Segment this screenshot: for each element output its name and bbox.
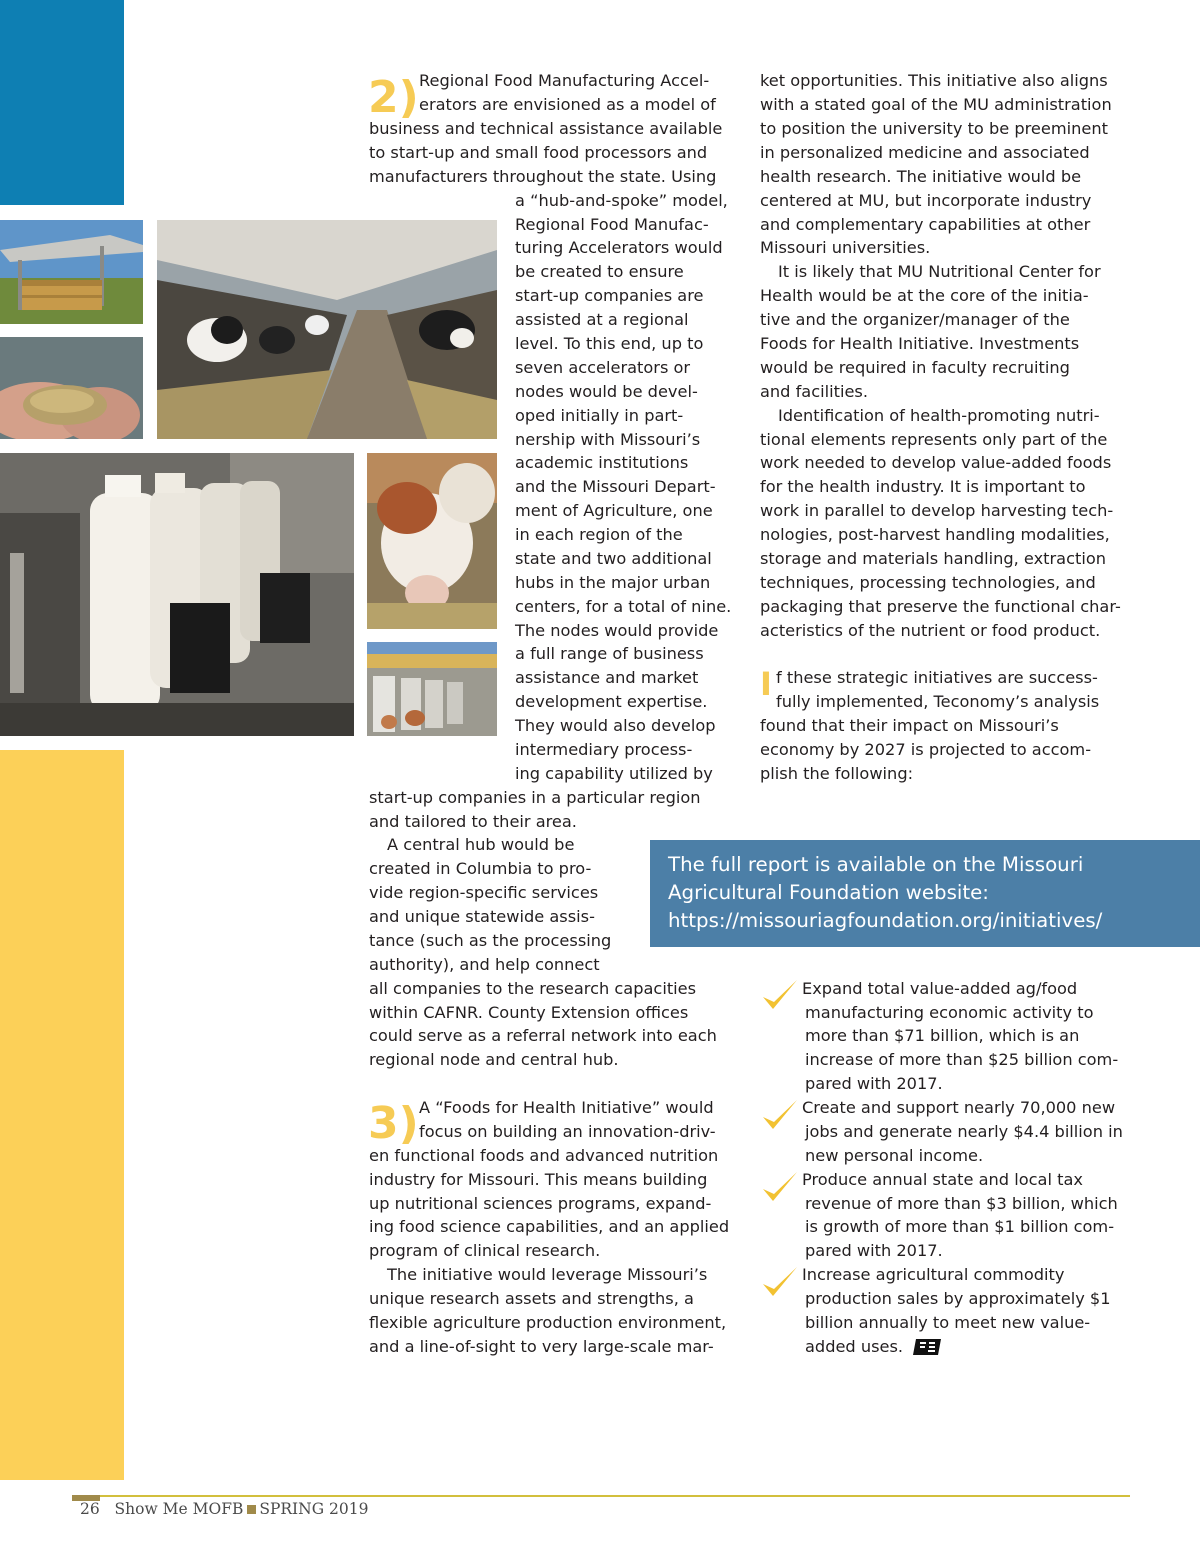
- text-line: intermediary process-: [515, 740, 693, 759]
- checklist-line: Produce annual state and local tax: [802, 1170, 1083, 1189]
- text-line: and facilities.: [760, 382, 868, 401]
- text-line: assisted at a regional: [515, 310, 689, 329]
- text-line: flexible agriculture production environment,: [369, 1313, 727, 1332]
- text-line: could serve as a referral network into each: [369, 1026, 717, 1045]
- callout-url-link[interactable]: https://missouriagfoundation.org/initiatives/: [668, 909, 1103, 932]
- text-line: created in Columbia to pro-: [369, 859, 592, 878]
- callout-line: The full report is available on the Missouri: [668, 853, 1084, 876]
- text-line: plish the following:: [760, 764, 914, 783]
- text-line: academic institutions: [515, 453, 689, 472]
- checklist-line: billion annually to meet new value-: [805, 1313, 1091, 1332]
- calf-feeding-photo: [367, 453, 497, 629]
- text-line: ment of Agriculture, one: [515, 501, 713, 520]
- text-line: manufacturers throughout the state. Using: [369, 167, 717, 186]
- checklist-line: manufacturing economic activity to: [805, 1003, 1094, 1022]
- text-line: storage and materials handling, extraction: [760, 549, 1106, 568]
- text-line: level. To this end, up to: [515, 334, 704, 353]
- page-number: 26: [80, 1500, 100, 1518]
- text-line: all companies to the research capacities: [369, 979, 697, 998]
- checklist-line: Create and support nearly 70,000 new: [802, 1098, 1116, 1117]
- text-line: development expertise.: [515, 692, 708, 711]
- text-line: Regional Food Manufacturing Accel-: [419, 71, 710, 90]
- text-line: to position the university to be preeminent: [760, 119, 1108, 138]
- text-line: state and two additional: [515, 549, 712, 568]
- text-line: industry for Missouri. This means building: [369, 1170, 708, 1189]
- checklist-line: revenue of more than $3 billion, which: [805, 1194, 1118, 1213]
- text-line: The nodes would provide: [515, 621, 719, 640]
- text-line: centers, for a total of nine.: [515, 597, 732, 616]
- text-line: program of clinical research.: [369, 1241, 601, 1260]
- milk-bottle-line-photo: [0, 453, 354, 736]
- checklist-line: production sales by approximately $1: [805, 1289, 1111, 1308]
- text-line: found that their impact on Missouri’s: [760, 716, 1059, 735]
- hay-barn-photo: [0, 220, 143, 324]
- text-line: focus on building an innovation-driv-: [419, 1122, 716, 1141]
- magazine-name: Show Me MOFB: [114, 1500, 244, 1518]
- text-line: work needed to develop value-added foods: [760, 453, 1112, 472]
- text-line: techniques, processing technologies, and: [760, 573, 1096, 592]
- text-line: business and technical assistance available: [369, 119, 723, 138]
- text-line: up nutritional sciences programs, expand-: [369, 1194, 712, 1213]
- section-number-3: 3): [368, 1098, 419, 1149]
- text-line: within CAFNR. County Extension offices: [369, 1003, 689, 1022]
- text-line: seven accelerators or: [515, 358, 691, 377]
- text-line: in each region of the: [515, 525, 683, 544]
- text-line: packaging that preserve the functional char-: [760, 597, 1121, 616]
- text-line: nologies, post-harvest handling modalities,: [760, 525, 1110, 544]
- text-line: ing capability utilized by: [515, 764, 713, 783]
- text-line: in personalized medicine and associated: [760, 143, 1090, 162]
- text-line: regional node and central hub.: [369, 1050, 619, 1069]
- checkmark-icon: [760, 1098, 800, 1132]
- text-line: to start-up and small food processors and: [369, 143, 708, 162]
- callout-line: Agricultural Foundation website:: [668, 881, 989, 904]
- text-line: It is likely that MU Nutritional Center for: [778, 262, 1101, 281]
- text-line: unique research assets and strengths, a: [369, 1289, 694, 1308]
- checklist-line: Expand total value-added ag/food: [802, 979, 1078, 998]
- checklist-line: is growth of more than $1 billion com-: [805, 1217, 1115, 1236]
- drop-cap: I: [760, 665, 772, 703]
- checkmark-icon: [760, 978, 800, 1012]
- text-line: vide region-specific services: [369, 883, 599, 902]
- text-line: authority), and help connect: [369, 955, 600, 974]
- text-line: tional elements represents only part of the: [760, 430, 1108, 449]
- text-line: and a line-of-sight to very large-scale mar-: [369, 1337, 714, 1356]
- text-line: tance (such as the processing: [369, 931, 612, 950]
- text-line: oped initially in part-: [515, 406, 684, 425]
- footer-square-icon: [247, 1505, 256, 1514]
- dairy-barn-cows-photo: [157, 220, 497, 439]
- text-line: ket opportunities. This initiative also aligns: [760, 71, 1108, 90]
- text-line: a full range of business: [515, 644, 704, 663]
- text-line: fully implemented, Teconomy’s analysis: [776, 692, 1100, 711]
- text-line: erators are envisioned as a model of: [419, 95, 716, 114]
- text-line: health research. The initiative would be: [760, 167, 1082, 186]
- text-line: and complementary capabilities at other: [760, 215, 1091, 234]
- checklist-line: new personal income.: [805, 1146, 984, 1165]
- text-line: Identification of health-promoting nutri-: [778, 406, 1100, 425]
- text-line: hubs in the major urban: [515, 573, 711, 592]
- blue-accent-bar: [0, 0, 124, 205]
- text-line: economy by 2027 is projected to accom-: [760, 740, 1092, 759]
- text-line: would be required in faculty recruiting: [760, 358, 1070, 377]
- text-line: assistance and market: [515, 668, 699, 687]
- text-line: for the health industry. It is important to: [760, 477, 1086, 496]
- checklist-line: Increase agricultural commodity: [802, 1265, 1065, 1284]
- checklist-line: jobs and generate nearly $4.4 billion in: [805, 1122, 1123, 1141]
- text-line: turing Accelerators would: [515, 238, 723, 257]
- text-line: centered at MU, but incorporate industry: [760, 191, 1092, 210]
- footer-rule: [72, 1495, 1130, 1497]
- text-line: ing food science capabilities, and an applied: [369, 1217, 730, 1236]
- yellow-accent-bar: [0, 750, 124, 1480]
- text-line: and tailored to their area.: [369, 812, 577, 831]
- checklist-line: added uses.: [805, 1337, 904, 1356]
- text-line: and the Missouri Depart-: [515, 477, 716, 496]
- text-line: A central hub would be: [387, 835, 575, 854]
- text-line: f these strategic initiatives are success-: [776, 668, 1098, 687]
- grain-in-hands-photo: [0, 337, 143, 439]
- calf-hutches-photo: [367, 642, 497, 736]
- report-callout-box: [650, 840, 1200, 947]
- text-line: The initiative would leverage Missouri’s: [387, 1265, 708, 1284]
- text-line: They would also develop: [515, 716, 716, 735]
- text-line: Foods for Health Initiative. Investments: [760, 334, 1080, 353]
- text-line: acteristics of the nutrient or food product.: [760, 621, 1101, 640]
- page-footer: [80, 1500, 369, 1518]
- farm-bureau-logo-icon: [913, 1339, 941, 1355]
- text-line: nership with Missouri’s: [515, 430, 701, 449]
- text-line: with a stated goal of the MU administration: [760, 95, 1112, 114]
- checklist-line: pared with 2017.: [805, 1074, 943, 1093]
- text-line: start-up companies in a particular region: [369, 788, 701, 807]
- text-line: Regional Food Manufac-: [515, 215, 709, 234]
- checkmark-icon: [760, 1170, 800, 1204]
- text-line: a “hub-and-spoke” model,: [515, 191, 728, 210]
- text-line: be created to ensure: [515, 262, 684, 281]
- text-line: work in parallel to develop harvesting tech-: [760, 501, 1114, 520]
- text-line: Health would be at the core of the initia-: [760, 286, 1089, 305]
- text-line: tive and the organizer/manager of the: [760, 310, 1070, 329]
- checklist-line: more than $71 billion, which is an: [805, 1026, 1080, 1045]
- checkmark-icon: [760, 1265, 800, 1299]
- section-number-2: 2): [368, 72, 419, 123]
- checklist-line: pared with 2017.: [805, 1241, 943, 1260]
- checklist-line: increase of more than $25 billion com-: [805, 1050, 1119, 1069]
- issue-date: SPRING 2019: [259, 1500, 369, 1518]
- text-line: en functional foods and advanced nutrition: [369, 1146, 719, 1165]
- text-line: and unique statewide assis-: [369, 907, 595, 926]
- text-line: Missouri universities.: [760, 238, 931, 257]
- text-line: A “Foods for Health Initiative” would: [419, 1098, 714, 1117]
- text-line: nodes would be devel-: [515, 382, 698, 401]
- text-line: start-up companies are: [515, 286, 704, 305]
